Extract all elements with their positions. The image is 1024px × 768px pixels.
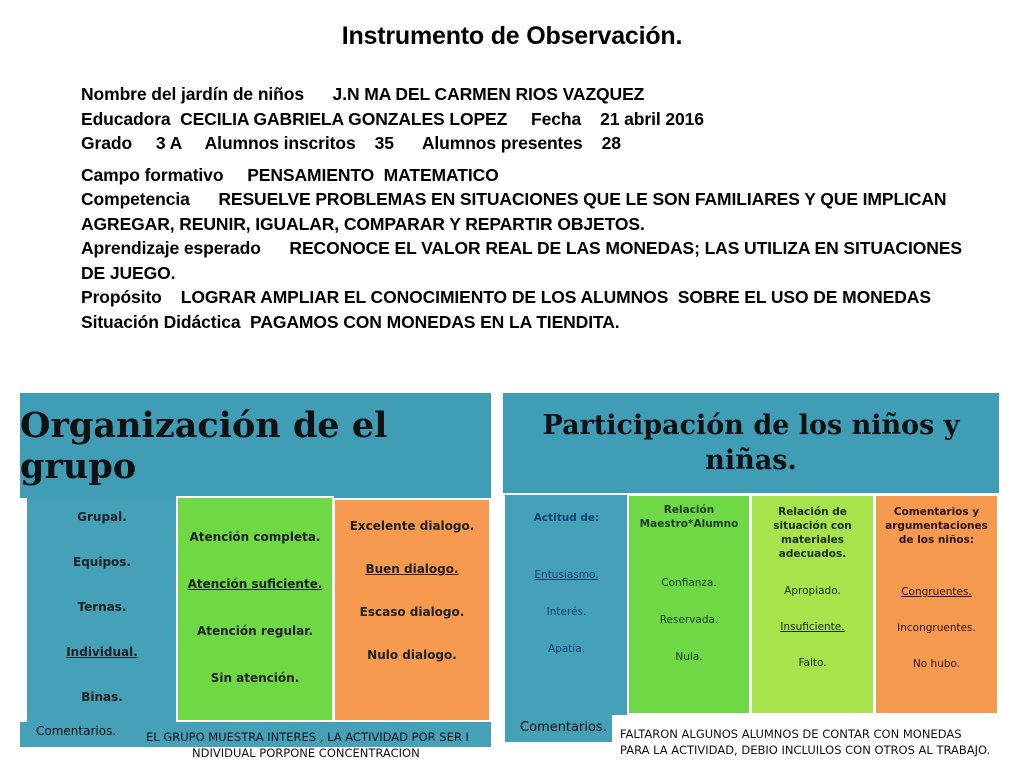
attention-item: Sin atención. (210, 671, 300, 685)
participation-title-2: niñas. (705, 445, 797, 476)
attitude-item: Entusiasmo. (534, 569, 599, 581)
attention-item: Atención suficiente. (187, 577, 323, 591)
group-type-item: Grupal. (77, 510, 127, 524)
left-comments-text-2: NDIVIDUAL PORPONE CONCENTRACION (192, 746, 420, 760)
attitude-head: Actitud de: (533, 512, 600, 524)
arguments-column (874, 494, 999, 715)
materials-item: Insuficiente. (780, 621, 845, 633)
participation-header (503, 393, 999, 493)
group-organization-title: Organización de el grupo (20, 404, 388, 487)
group-type-item: Ternas. (77, 600, 127, 614)
right-comments-text-1: FALTARON ALGUNOS ALUMNOS DE CONTAR CON MONEDAS (620, 727, 962, 741)
materials-head: Relación de situación con materiales adecuados. (773, 506, 852, 560)
materials-item: Falto. (798, 657, 827, 669)
left-comments-text-1: EL GRUPO MUESTRA INTERES , LA ACTIVIDAD POR SER I (146, 730, 469, 744)
group-organization-header (20, 393, 491, 498)
competencia-line: Competencia RESUELVE PROBLEMAS EN SITUACIONES QUE LE SON FAMILIARES Y QUE IMPLICAN AGREGAR, REUNIR, IGUALAR, COMPARAR Y REPARTIR OBJETOS. (81, 189, 951, 234)
arguments-head: Comentarios y argumentaciones de los niños: (885, 506, 988, 546)
dialogue-item: Escaso dialogo. (359, 605, 465, 619)
attention-item: Atención completa. (189, 530, 321, 544)
relation-column (627, 494, 751, 715)
kindergarten-name-line: Nombre del jardín de niños J.N MA DEL CARMEN RIOS VAZQUEZ (81, 84, 645, 104)
proposito-line: Propósito LOGRAR AMPLIAR EL CONOCIMIENTO DE LOS ALUMNOS SOBRE EL USO DE MONEDAS (81, 287, 931, 307)
relation-item: Nula. (675, 651, 703, 663)
situacion-line: Situación Didáctica PAGAMOS CON MONEDAS EN LA TIENDITA. (81, 311, 620, 332)
relation-item: Reservada. (659, 614, 719, 626)
materials-item: Apropiado. (784, 585, 841, 597)
materials-column (750, 494, 875, 715)
page-title: Instrumento de Observación. (341, 22, 683, 50)
aprendizaje-line: Aprendizaje esperado RECONOCE EL VALOR REAL DE LAS MONEDAS; LAS UTILIZA EN SITUACIONES DE JUEGO. (81, 238, 967, 283)
attitude-item: Apatía. (547, 643, 586, 655)
group-type-item: Equipos. (73, 555, 131, 569)
right-comments-label: Comentarios. (520, 720, 607, 735)
group-type-item: Individual. (66, 645, 138, 659)
attitude-item: Interés. (546, 606, 587, 618)
dialogue-item: Excelente dialogo. (349, 519, 475, 533)
attention-column (176, 496, 334, 722)
relation-item: Confianza. (661, 577, 717, 589)
campo-formativo-line: Campo formativo PENSAMIENTO MATEMATICO (81, 164, 499, 185)
dialogue-column (333, 498, 491, 722)
right-comments-text-2: PARA LA ACTIVIDAD, DEBIO INCLUILOS CON OTROS AL TRABAJO. (620, 743, 991, 757)
attention-item: Atención regular. (196, 624, 314, 638)
arguments-item: No hubo. (912, 658, 961, 670)
left-comments-label: Comentarios. (36, 724, 117, 738)
participation-title-1: Participación de los niños y (542, 410, 960, 441)
group-type-item: Binas. (81, 690, 123, 704)
arguments-item: Incongruentes. (897, 622, 976, 634)
attitude-column (505, 495, 628, 715)
grade-students-line: Grado 3 A Alumnos inscritos 35 Alumnos presentes 28 (81, 133, 621, 153)
dialogue-item: Nulo dialogo. (367, 648, 457, 662)
relation-head: Relación Maestro*Alumno (639, 504, 739, 530)
group-type-column (27, 498, 177, 723)
dialogue-item: Buen dialogo. (365, 562, 459, 576)
teacher-date-line: Educadora CECILIA GABRIELA GONZALES LOPEZ Fecha 21 abril 2016 (81, 108, 704, 129)
info-block (81, 82, 981, 334)
arguments-item: Congruentes. (901, 586, 972, 598)
